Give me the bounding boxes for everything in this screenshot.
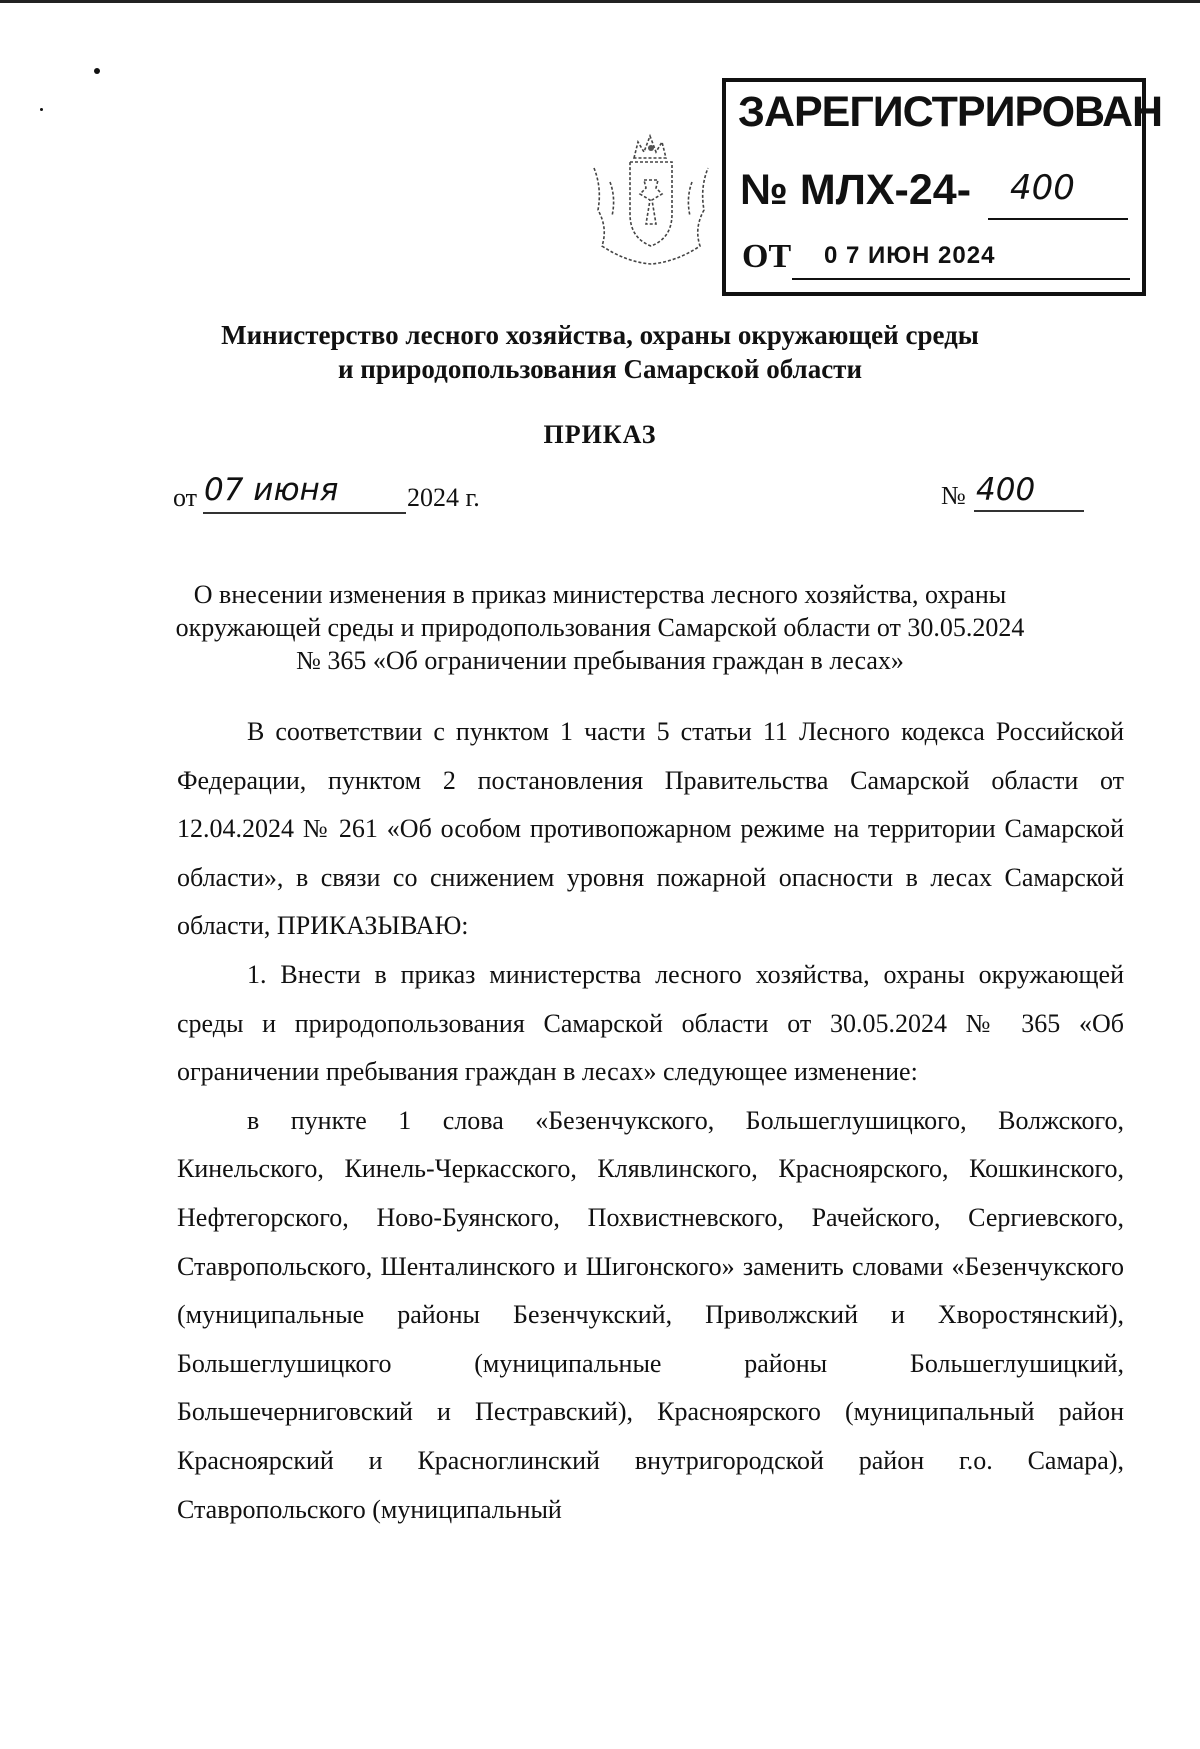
stamp-date-underline	[792, 278, 1130, 280]
stamp-number-underline	[988, 218, 1128, 220]
stamp-from-label: ОТ	[742, 238, 792, 275]
body-paragraph: в пункте 1 слова «Безенчукского, Большеглушицкого, Волжского, Кинельского, Кинель-Черкасского, Клявлинского, Красноярского, Кошкинского, Нефтегорского, Ново-Буянского, Похвистневского, Рачейского, Сергиевского, Ставропольского, Шенталинского и Шигонского» заменить словами «Безенчукского (муниципальные районы Безенчукский, Приволжский и Хворостянский), Большеглушицкого (муниципальные районы Большеглушицкий, Большечерниговский и Пестравский), Красноярского (муниципальный район Красноярский и Красноглинский внутригородской район г.о. Самара), Ставропольского (муниципальный	[177, 1105, 1124, 1524]
coat-of-arms-icon	[586, 128, 716, 270]
body-paragraph: В соответствии с пунктом 1 части 5 статьи 11 Лесного кодекса Российской Федерации, пунктом 2 постановления Правительства Самарской области от 12.04.2024 № 261 «Об особом противопожарном режиме на территории Самарской области», в связи со снижением уровня пожарной опасности в лесах Самарской области, ПРИКАЗЫВАЮ:	[177, 717, 1124, 941]
stamp-number-label: № МЛХ-24-	[740, 166, 972, 214]
ministry-line: Министерство лесного хозяйства, охраны окружающей среды	[221, 320, 979, 350]
date-underline	[203, 512, 406, 514]
registration-stamp	[722, 78, 1163, 296]
stamp-number-handwritten: 400	[1010, 168, 1075, 208]
scan-speck	[94, 68, 100, 74]
number-prefix: №	[941, 481, 966, 510]
date-handwritten: 07 июня	[204, 472, 339, 508]
date-year: 2024 г.	[407, 483, 480, 512]
ministry-line: и природопользования Самарской области	[337, 354, 863, 384]
order-body	[177, 708, 1124, 1534]
subject-line: О внесении изменения в приказ министерства лесного хозяйства, охраны	[193, 580, 1007, 609]
subject-line: окружающей среды и природопользования Самарской области от 30.05.2024	[175, 613, 1025, 642]
body-paragraph: 1. Внести в приказ министерства лесного хозяйства, охраны окружающей среды и природопользования Самарской области от 30.05.2024 № 365 «Об ограничении пребывания граждан в лесах» следующее изменение:	[177, 959, 1124, 1087]
order-subject	[150, 578, 1050, 677]
stamp-title: ЗАРЕГИСТРИРОВАН	[738, 88, 1163, 136]
number-handwritten: 400	[976, 472, 1036, 508]
ministry-name	[120, 318, 1080, 386]
number-underline	[974, 510, 1084, 512]
stamp-date: 0 7 ИЮН 2024	[824, 242, 996, 269]
date-prefix: от	[173, 483, 198, 512]
order-title: ПРИКАЗ	[543, 420, 657, 449]
scan-speck	[40, 108, 43, 111]
scan-top-edge	[0, 0, 1200, 3]
subject-line: № 365 «Об ограничении пребывания граждан в лесах»	[296, 646, 904, 675]
